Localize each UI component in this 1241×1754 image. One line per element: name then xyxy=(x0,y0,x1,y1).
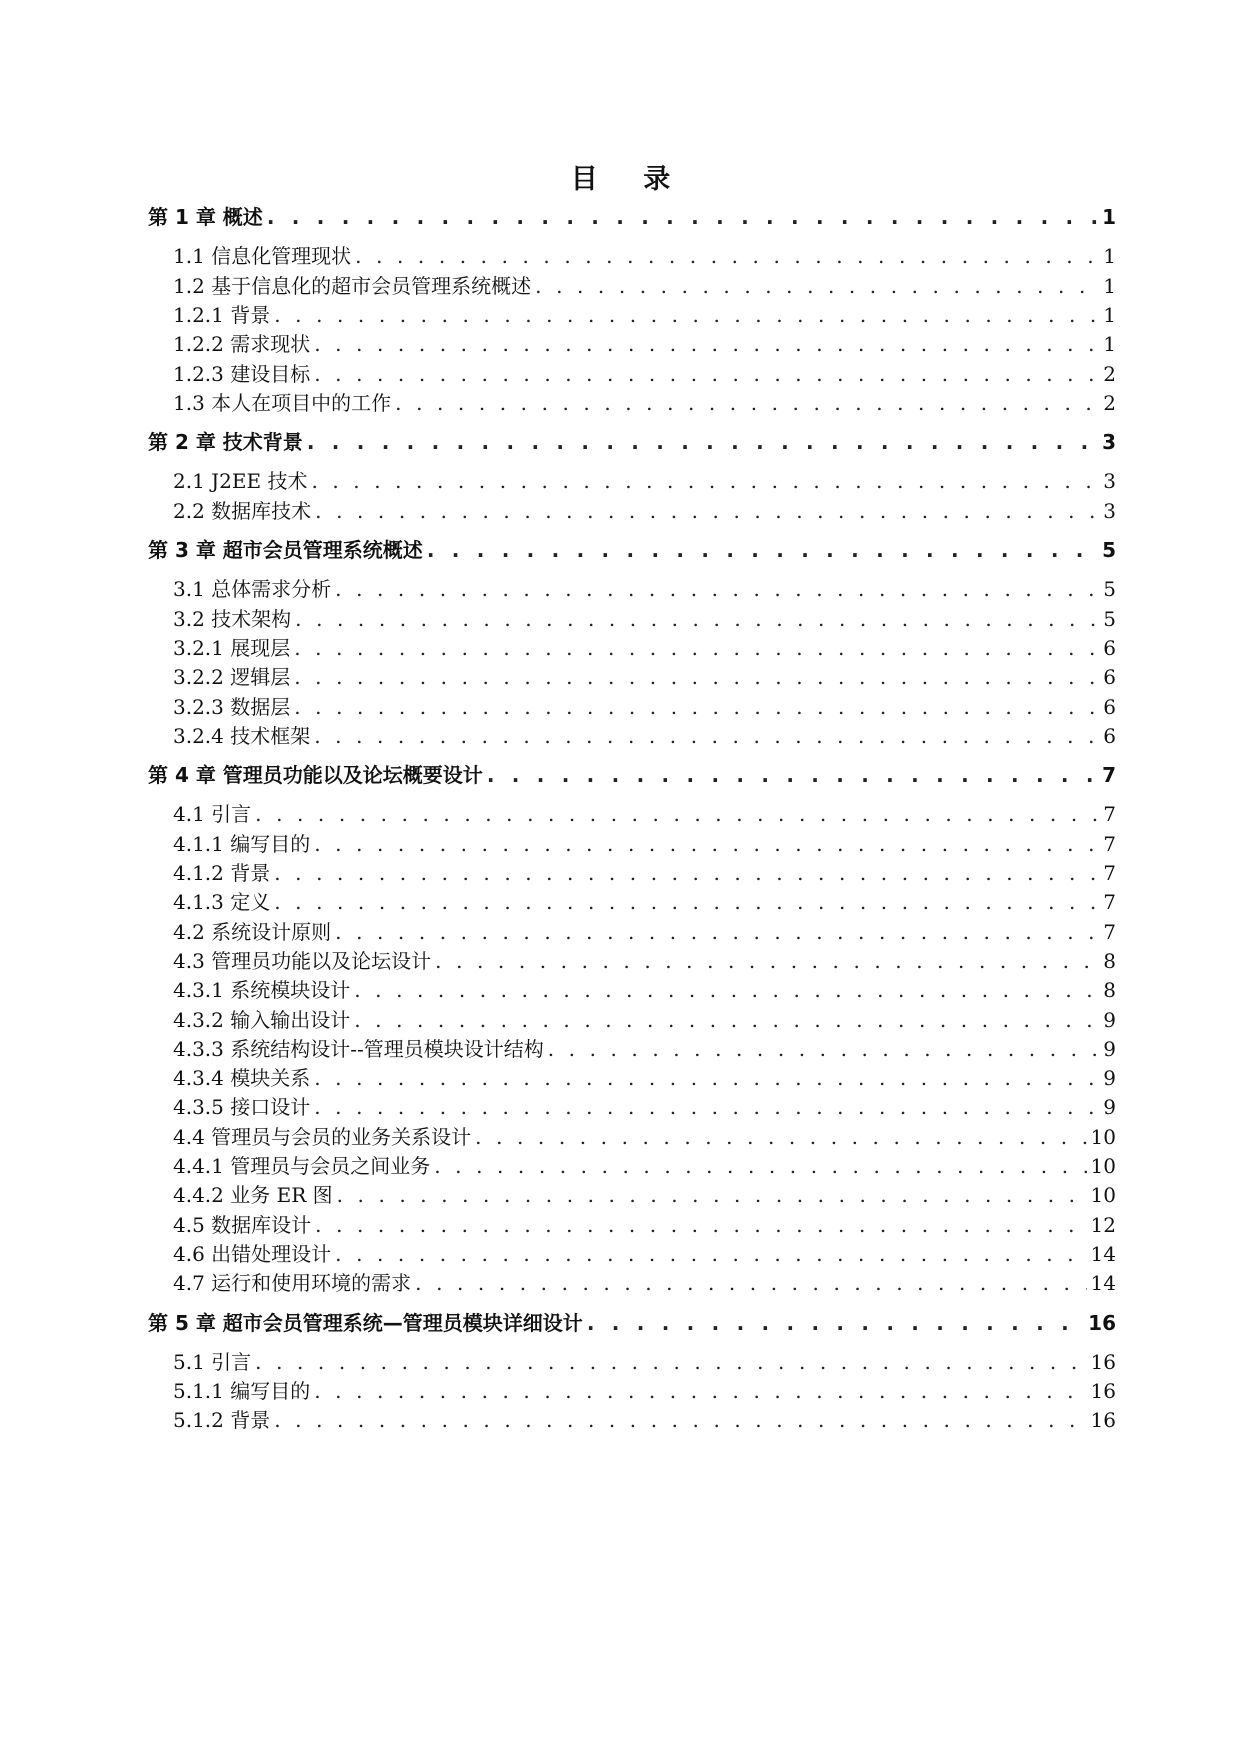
toc-entry-label: 4.3.2 输入输出设计 xyxy=(173,1007,351,1032)
toc-entry-label: 4.3.5 接口设计 xyxy=(173,1095,311,1120)
toc-page-number: 1 xyxy=(1103,244,1116,269)
toc-dot-leader xyxy=(354,1007,1099,1033)
toc-page-number: 12 xyxy=(1090,1212,1116,1237)
toc-dot-leader xyxy=(274,860,1099,886)
toc-entry-label: 3.2 技术架构 xyxy=(173,606,292,631)
toc-entry-label: 1.2.3 建设目标 xyxy=(173,361,311,386)
toc-page-number: 7 xyxy=(1102,763,1116,788)
toc-dot-leader xyxy=(535,273,1099,299)
toc-entry-label: 4.7 运行和使用环境的需求 xyxy=(173,1271,412,1296)
toc-entry-label: 2.2 数据库技术 xyxy=(173,498,312,523)
toc-page-number: 2 xyxy=(1103,390,1116,415)
toc-section-entry[interactable] xyxy=(173,602,1116,632)
toc-entry-label: 3.1 总体需求分析 xyxy=(173,577,332,602)
toc-section-entry[interactable] xyxy=(173,631,1116,661)
toc-dot-leader xyxy=(435,948,1099,974)
toc-entry-label: 4.4.1 管理员与会员之间业务 xyxy=(173,1154,431,1178)
toc-dot-leader xyxy=(315,498,1099,524)
toc-page-number: 9 xyxy=(1103,1095,1116,1120)
toc-entry-label: 第 2 章 技术背景 xyxy=(148,430,303,455)
toc-dot-leader xyxy=(274,1407,1086,1433)
toc-page-number: 5 xyxy=(1103,606,1116,631)
toc-page-number: 7 xyxy=(1103,861,1116,885)
toc-page-number: 1 xyxy=(1102,205,1116,229)
toc-page-number: 7 xyxy=(1103,919,1116,944)
toc-section-entry[interactable] xyxy=(173,464,1116,494)
toc-section-entry[interactable] xyxy=(173,1374,1116,1404)
toc-entry-label: 1.2.2 需求现状 xyxy=(173,332,311,357)
toc-entry-label: 第 4 章 管理员功能以及论坛概要设计 xyxy=(148,763,483,788)
toc-page-number: 6 xyxy=(1103,723,1116,748)
toc-section-entry[interactable] xyxy=(173,885,1116,915)
toc-page-number: 10 xyxy=(1090,1183,1116,1208)
toc-section-entry[interactable] xyxy=(173,298,1116,328)
toc-entry-label: 4.1.3 定义 xyxy=(173,890,271,915)
toc-dot-leader xyxy=(415,1270,1086,1296)
toc-dot-leader xyxy=(255,801,1099,827)
toc-entry-label: 4.6 出错处理设计 xyxy=(173,1241,332,1266)
toc-dot-leader xyxy=(314,1094,1099,1120)
toc-dot-leader xyxy=(314,1378,1086,1404)
toc-entry-label: 4.3 管理员功能以及论坛设计 xyxy=(173,948,432,973)
toc-dot-leader xyxy=(267,204,1098,230)
toc-section-entry[interactable] xyxy=(173,572,1116,602)
toc-page-number: 10 xyxy=(1090,1154,1116,1178)
toc-entry-label: 5.1 引言 xyxy=(173,1349,252,1374)
toc-entry-label: 4.4.2 业务 ER 图 xyxy=(173,1183,333,1208)
toc-dot-leader xyxy=(294,664,1099,690)
toc-entry-label: 4.2 系统设计原则 xyxy=(173,919,332,944)
toc-chapter-entry[interactable] xyxy=(148,758,1116,788)
toc-page-number: 8 xyxy=(1103,978,1116,1003)
toc-page-number: 6 xyxy=(1103,694,1116,719)
toc-page-number: 16 xyxy=(1088,1310,1116,1335)
toc-page-number: 7 xyxy=(1103,802,1116,827)
toc-dot-leader xyxy=(314,361,1099,387)
toc-dot-leader xyxy=(548,1036,1100,1062)
toc-page-number: 10 xyxy=(1090,1124,1116,1149)
toc-dot-leader xyxy=(487,762,1098,788)
toc-dot-leader xyxy=(314,831,1099,857)
toc-chapter-entry[interactable] xyxy=(148,200,1116,230)
toc-chapter-entry[interactable] xyxy=(148,425,1116,455)
toc-dot-leader xyxy=(427,537,1098,563)
toc-entry-label: 1.3 本人在项目中的工作 xyxy=(173,390,392,415)
toc-dot-leader xyxy=(354,977,1099,1003)
toc-chapter-entry[interactable] xyxy=(148,533,1116,563)
toc-dot-leader xyxy=(314,723,1099,749)
toc-dot-leader xyxy=(335,1241,1086,1267)
toc-section-entry[interactable] xyxy=(173,1345,1116,1375)
toc-entry-label: 4.5 数据库设计 xyxy=(173,1212,312,1237)
toc-page-number: 3 xyxy=(1102,430,1116,455)
toc-entry-label: 5.1.2 背景 xyxy=(173,1408,271,1433)
toc-section-entry[interactable] xyxy=(173,1120,1116,1150)
toc-entry-label: 4.3.4 模块关系 xyxy=(173,1066,311,1091)
toc-entry-label: 2.1 J2EE 技术 xyxy=(173,469,308,494)
toc-dot-leader xyxy=(307,429,1098,455)
toc-page-number: 16 xyxy=(1090,1408,1116,1433)
toc-entry-label: 4.1 引言 xyxy=(173,802,252,827)
toc-page-number: 7 xyxy=(1103,831,1116,856)
toc-section-entry[interactable] xyxy=(173,1032,1116,1062)
toc-chapter-entry[interactable] xyxy=(148,1306,1116,1336)
toc-entry-label: 4.1.1 编写目的 xyxy=(173,831,311,856)
toc-section-entry[interactable] xyxy=(173,386,1116,416)
toc-entry-label: 3.2.3 数据层 xyxy=(173,694,291,719)
toc-section-entry[interactable] xyxy=(173,797,1116,827)
toc-dot-leader xyxy=(274,302,1099,328)
toc-section-entry[interactable] xyxy=(173,239,1116,269)
toc-section-entry[interactable] xyxy=(173,1149,1116,1179)
toc-dot-leader xyxy=(587,1310,1084,1336)
toc-entry-label: 4.3.1 系统模块设计 xyxy=(173,978,351,1003)
toc-section-entry[interactable] xyxy=(173,719,1116,749)
toc-page-number: 5 xyxy=(1102,538,1116,562)
toc-section-entry[interactable] xyxy=(173,327,1116,357)
toc-page-number: 9 xyxy=(1103,1036,1116,1061)
toc-entry-label: 5.1.1 编写目的 xyxy=(173,1379,311,1404)
toc-dot-leader xyxy=(395,390,1099,416)
toc-entry-label: 4.4 管理员与会员的业务关系设计 xyxy=(173,1124,472,1149)
toc-page-number: 3 xyxy=(1103,498,1116,523)
toc-dot-leader xyxy=(314,331,1099,357)
toc-entry-label: 4.1.2 背景 xyxy=(173,861,271,885)
toc-entry-label: 第 5 章 超市会员管理系统—管理员模块详细设计 xyxy=(148,1310,583,1335)
toc-page-number: 9 xyxy=(1103,1007,1116,1032)
toc-dot-leader xyxy=(335,919,1099,945)
toc-entry-label: 第 3 章 超市会员管理系统概述 xyxy=(148,538,423,562)
toc-dot-leader xyxy=(335,576,1099,602)
toc-page-number: 16 xyxy=(1090,1379,1116,1404)
toc-entry-label: 1.2 基于信息化的超市会员管理系统概述 xyxy=(173,273,532,298)
toc-page-number: 6 xyxy=(1103,665,1116,690)
toc-dot-leader xyxy=(255,1349,1086,1375)
toc-dot-leader xyxy=(295,606,1099,632)
toc-section-entry[interactable] xyxy=(173,1178,1116,1208)
toc-section-entry[interactable] xyxy=(173,1090,1116,1120)
toc-page-number: 16 xyxy=(1090,1349,1116,1374)
toc-entry-label: 3.2.1 展现层 xyxy=(173,635,291,660)
toc-entry-label: 4.3.3 系统结构设计--管理员模块设计结构 xyxy=(173,1036,544,1061)
toc-entry-label: 1.2.1 背景 xyxy=(173,302,271,327)
toc-section-entry[interactable] xyxy=(173,1403,1116,1433)
toc-title: 目 录 xyxy=(570,164,689,195)
toc-section-entry[interactable] xyxy=(173,690,1116,720)
toc-section-entry[interactable] xyxy=(173,827,1116,857)
toc-section-entry[interactable] xyxy=(173,1208,1116,1238)
toc-dot-leader xyxy=(315,1212,1086,1238)
toc-page-number: 5 xyxy=(1103,577,1116,602)
toc-section-entry[interactable] xyxy=(173,1237,1116,1267)
toc-section-entry[interactable] xyxy=(173,269,1116,299)
toc-page-number: 1 xyxy=(1103,273,1116,298)
toc-section-entry[interactable] xyxy=(173,1266,1116,1296)
toc-entry-label: 1.1 信息化管理现状 xyxy=(173,244,352,269)
toc-page-number: 1 xyxy=(1103,332,1116,357)
toc-section-entry[interactable] xyxy=(173,1003,1116,1033)
toc-section-entry[interactable] xyxy=(173,944,1116,974)
toc-section-entry[interactable] xyxy=(173,915,1116,945)
toc-dot-leader xyxy=(314,1065,1099,1091)
toc-page-number: 8 xyxy=(1103,948,1116,973)
toc-dot-leader xyxy=(311,468,1099,494)
toc-page-number: 2 xyxy=(1103,361,1116,386)
toc-page-number: 14 xyxy=(1090,1271,1116,1296)
toc-section-entry[interactable] xyxy=(173,973,1116,1003)
toc-entry-label: 第 1 章 概述 xyxy=(148,205,263,229)
toc-section-entry[interactable] xyxy=(173,1061,1116,1091)
toc-page-number: 7 xyxy=(1103,890,1116,915)
toc-page-number: 6 xyxy=(1103,635,1116,660)
toc-section-entry[interactable] xyxy=(173,660,1116,690)
toc-page-number: 1 xyxy=(1103,302,1116,327)
toc-dot-leader xyxy=(475,1124,1086,1150)
toc-section-entry[interactable] xyxy=(173,856,1116,886)
toc-dot-leader xyxy=(294,694,1099,720)
toc-dot-leader xyxy=(274,889,1099,915)
toc-dot-leader xyxy=(355,243,1099,269)
toc-page-number: 3 xyxy=(1103,469,1116,494)
toc-dot-leader xyxy=(434,1153,1086,1179)
toc-page-number: 9 xyxy=(1103,1066,1116,1091)
toc-page-number: 14 xyxy=(1090,1241,1116,1266)
toc-dot-leader xyxy=(294,635,1099,661)
toc-section-entry[interactable] xyxy=(173,494,1116,524)
toc-section-entry[interactable] xyxy=(173,357,1116,387)
toc-dot-leader xyxy=(337,1182,1087,1208)
toc-entry-label: 3.2.4 技术框架 xyxy=(173,723,311,748)
toc-entry-label: 3.2.2 逻辑层 xyxy=(173,665,291,690)
